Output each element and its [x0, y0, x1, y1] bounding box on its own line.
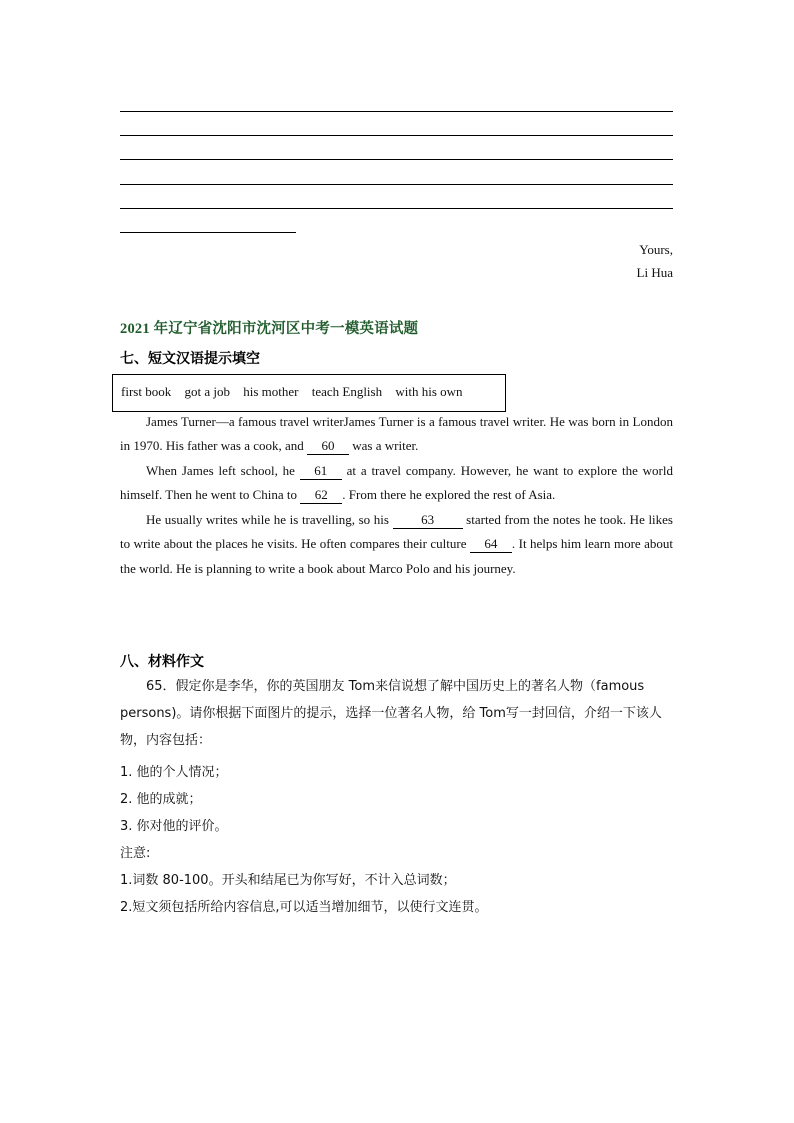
- blank-60: 60: [307, 438, 349, 455]
- blank-63: 63: [393, 512, 463, 529]
- requirement-item: 2. 他的成就；: [120, 792, 202, 807]
- requirement-item: 3. 你对他的评价。: [120, 819, 228, 834]
- word-bank-box: [112, 374, 506, 412]
- word-bank-item: teach English: [311, 384, 383, 399]
- passage-paragraph-3: He usually writes while he is travelling, so his 63 started from the notes he took. He likes to write about the places he visits. He often compares their culture 64 . It helps him learn more about the world. He is planning to write a book about Marco Polo and his journey.: [120, 512, 673, 576]
- section-7-heading: 七、短文汉语提示填空: [120, 352, 260, 367]
- requirement-item: 1. 他的个人情况；: [120, 765, 228, 780]
- answer-line: [120, 184, 673, 185]
- letter-signature: Li Hua: [636, 265, 673, 280]
- note-item: 2.短文须包括所给内容信息,可以适当增加细节，以使行文连贯。: [120, 900, 488, 915]
- blank-64: 64: [470, 536, 512, 553]
- answer-line: [120, 111, 673, 112]
- word-bank-item: got a job: [184, 384, 230, 399]
- section-8-heading: 八、材料作文: [120, 655, 204, 670]
- letter-closing: Yours,: [639, 242, 673, 257]
- word-bank-item: first book: [121, 384, 172, 399]
- exam-title: 2021 年辽宁省沈阳市沈河区中考一模英语试题: [120, 321, 419, 337]
- word-bank: [121, 384, 473, 400]
- answer-line-short: [120, 232, 296, 233]
- note-label: 注意:: [120, 846, 151, 861]
- passage-paragraph-1: James Turner—a famous travel writerJames Turner is a famous travel writer. He was born in London in 1970. His father was a cook, and 60 was a writer.: [120, 414, 673, 454]
- answer-line: [120, 135, 673, 136]
- essay-prompt: 65．假定你是李华，你的英国朋友 Tom来信说想了解中国历史上的著名人物（famous persons)。请你根据下面图片的提示，选择一位著名人物，给 Tom写一封回信，介绍一下该人物，内容包括：: [120, 679, 662, 748]
- answer-line: [120, 208, 673, 209]
- word-bank-item: with his own: [395, 384, 463, 399]
- passage-paragraph-2: When James left school, he 61 at a travel company. However, he want to explore the world himself. Then he went to China to 62 . From there he explored the rest of Asia.: [120, 463, 673, 503]
- note-item: 1.词数 80-100。开头和结尾已为你写好，不计入总词数；: [120, 873, 456, 888]
- blank-62: 62: [300, 487, 342, 504]
- answer-line: [120, 159, 673, 160]
- word-bank-item: his mother: [243, 384, 299, 399]
- blank-61: 61: [300, 463, 342, 480]
